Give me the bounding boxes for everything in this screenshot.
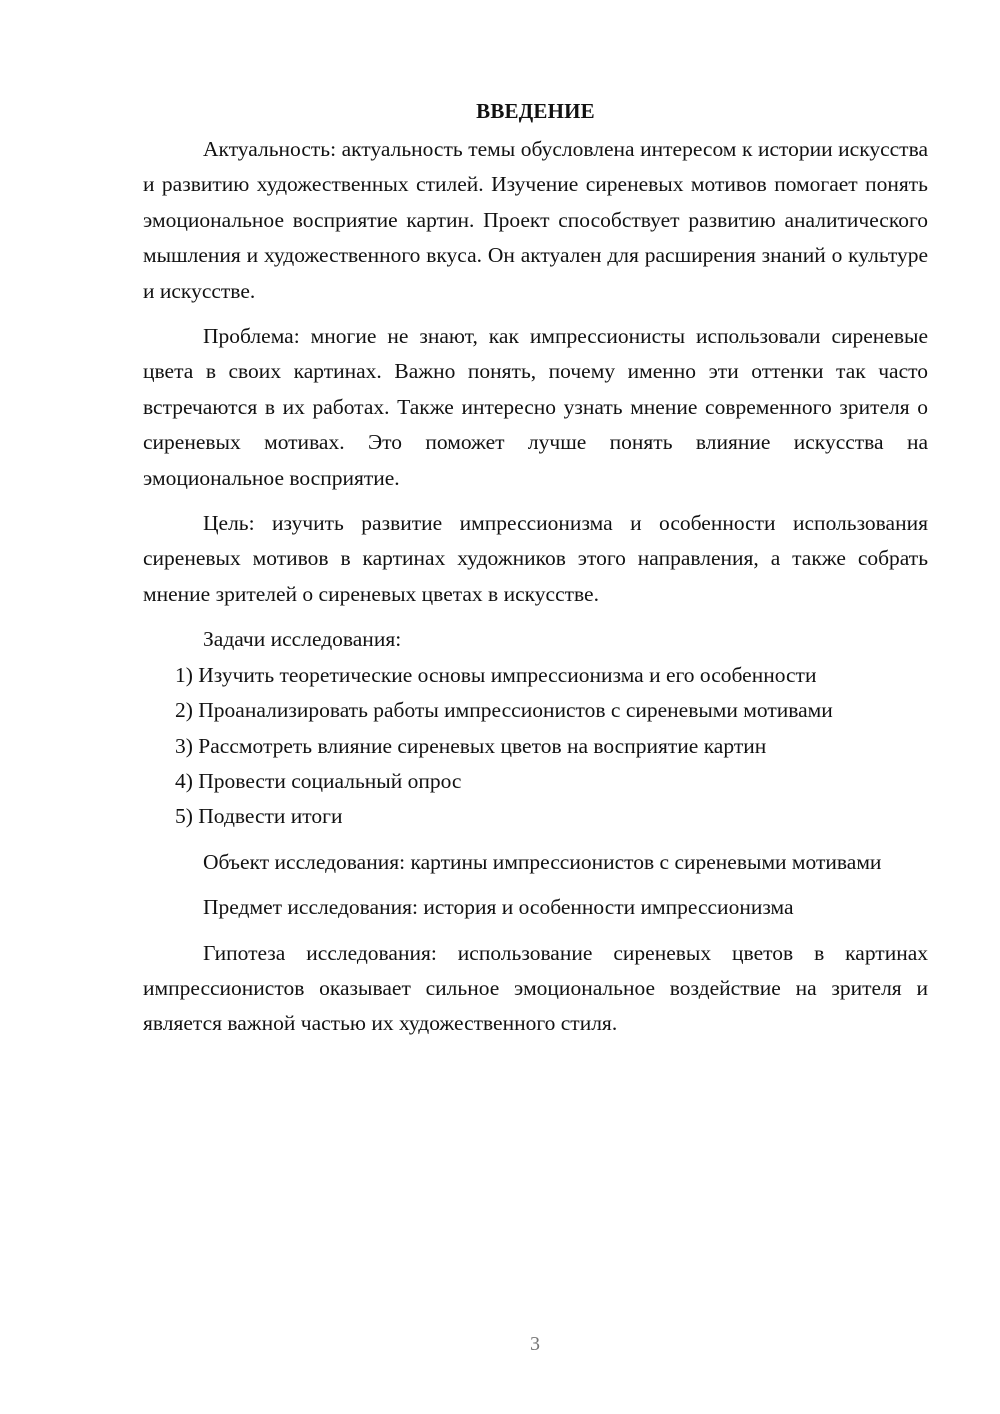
page-number: 3	[530, 1333, 540, 1355]
object-paragraph: Объект исследования: картины импрессионистов с сиреневыми мотивами	[203, 849, 882, 874]
task-item-4: 4) Провести социальный опрос	[175, 768, 462, 793]
task-item-2: 2) Проанализировать работы импрессионистов с сиреневыми мотивами	[175, 698, 833, 723]
document-page	[143, 96, 928, 1042]
task-item-1: 1) Изучить теоретические основы импрессионизма и его особенности	[175, 662, 817, 687]
hypothesis-paragraph: Гипотеза исследования: использование сиреневых цветов в картинах импрессионистов оказывает сильное эмоциональное воздействие на зрителя и является важной частью их художественного стиля.	[143, 940, 928, 1036]
goal-paragraph: Цель: изучить развитие импрессионизма и особенности использования сиреневых мотивов в картинах художников этого направления, а также собрать мнение зрителей о сиреневых цветах в искусстве.	[143, 511, 928, 606]
subject-paragraph: Предмет исследования: история и особенности импрессионизма	[203, 895, 794, 920]
section-title: ВВЕДЕНИЕ	[476, 99, 595, 123]
problem-paragraph: Проблема: многие не знают, как импрессионисты использовали сиреневые цвета в своих картинах. Важно понять, почему именно эти оттенки так часто встречаются в их работах. Также интересно узнать мнение современного зрителя о сиреневых мотивах. Это поможет лучше понять влияние искусства на эмоциональное восприятие.	[143, 324, 928, 490]
tasks-list	[143, 658, 928, 835]
task-item-3: 3) Рассмотреть влияние сиреневых цветов на восприятие картин	[175, 733, 767, 758]
relevance-paragraph: Актуальность: актуальность темы обусловлена интересом к истории искусства и развитию художественных стилей. Изучение сиреневых мотивов помогает понять эмоциональное восприятие картин. Проект способствует развитию аналитического мышления и художественного вкуса. Он актуален для расширения знаний о культуре и искусстве.	[143, 137, 928, 303]
tasks-heading: Задачи исследования:	[203, 627, 402, 652]
task-item-5: 5) Подвести итоги	[175, 804, 343, 829]
